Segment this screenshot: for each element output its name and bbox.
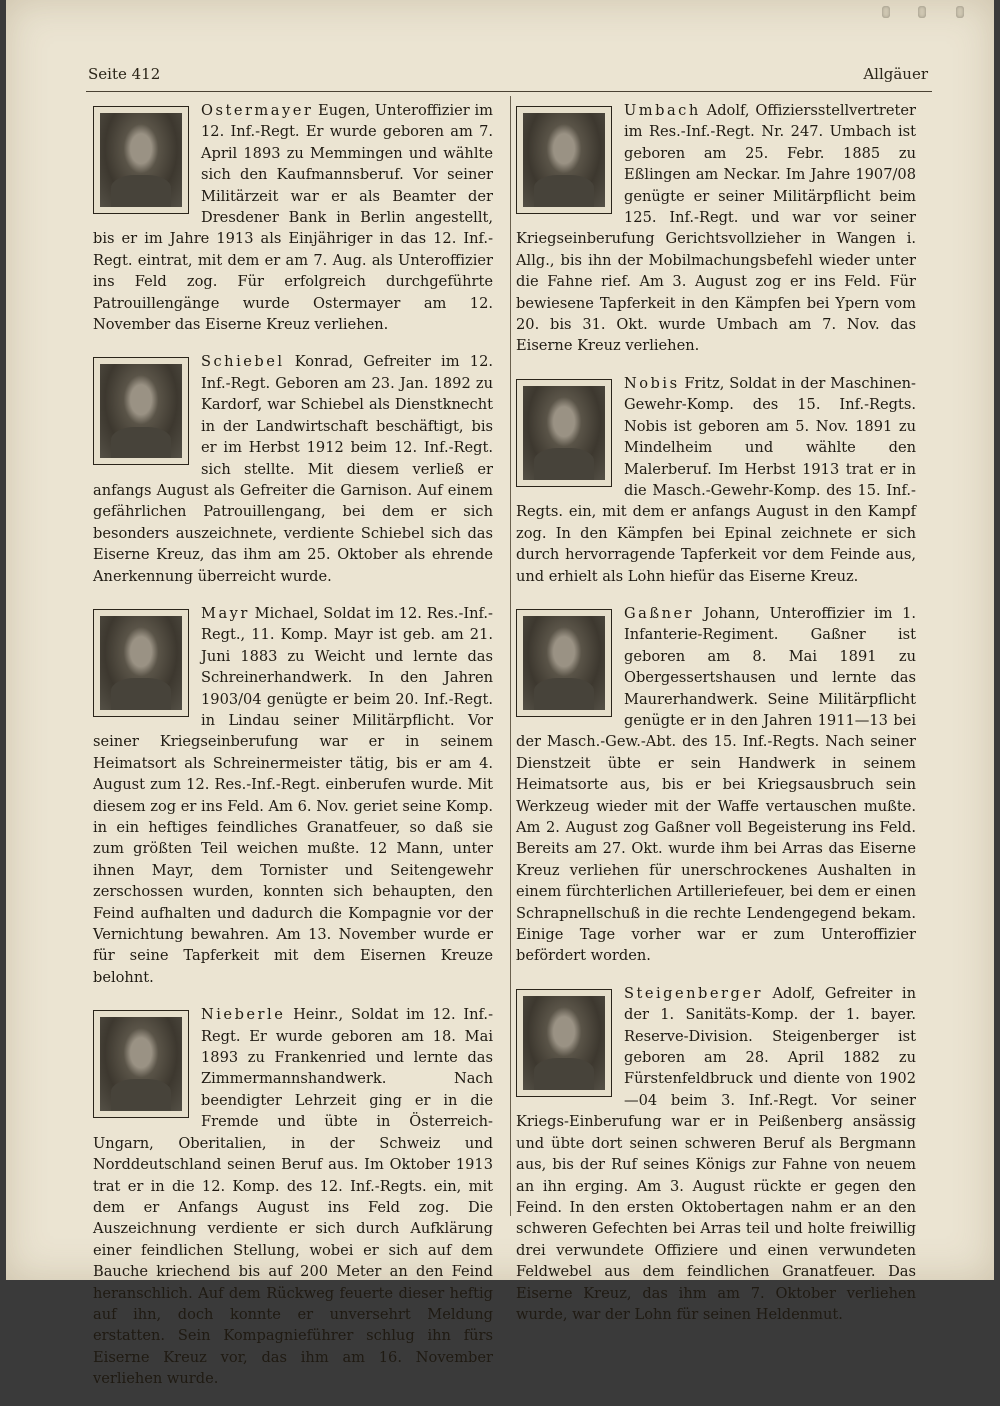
portrait-photo [93, 357, 189, 465]
entry-body: Konrad, Gefreiter im 12. Inf.-Regt. Geboren am 23. Jan. 1892 zu Kardorf, war Schiebel als Dienstknecht in der Landwirtschaft beschäftigt, bis er im Herbst 1912 beim 12. Inf.-Regt. sich stellte. Mit diesem verließ er anfangs August als Gefreiter die Garnison. Auf einem gefährlichen Patrouillengang, bei dem er sich besonders auszeichnete, verdiente Schiebel sich das Eiserne Kreuz, das ihm am 25. Oktober als ehrende Anerkennung überreicht wurde. [93, 353, 493, 585]
header-rule [86, 91, 932, 92]
entry-body: Heinr., Soldat im 12. Inf.-Regt. Er wurde geboren am 18. Mai 1893 zu Frankenried und lernte das Zimmermannshandwerk. Nach beendigter Lehrzeit ging er in die Fremde und übte in Österreich-Ungarn, Oberitalien, in der Schweiz und Norddeutschland seinen Beruf aus. Im Oktober 1913 trat er in die 12. Komp. des 12. Inf.-Regts. ein, mit dem er Anfangs August ins Feld zog. Die Auszeichnung verdiente er sich durch Aufklärung einer feindlichen Stellung, wobei er sich auf dem Bauche kriechend bis auf 200 Meter an den Feind heranschlich. Auf dem Rückweg feuerte dieser heftig auf ihn, doch konnte er unversehrt Meldung erstatten. Sein Kompagnieführer schlug ihn fürs Eiserne Kreuz vor, das ihm am 16. November verliehen wurde. [93, 1006, 493, 1388]
soldier-name: Umbach [624, 102, 701, 119]
column-divider [510, 96, 511, 1216]
entry-body: Michael, Soldat im 12. Res.-Inf.-Regt., 11. Komp. Mayr ist geb. am 21. Juni 1883 zu Weicht und lernte das Schreinerhandwerk. In den Jahren 1903/04 genügte er beim 20. Inf.-Regt. in Lindau seiner Militärpflicht. Vor seiner Kriegseinberufung war er in seinem Heimatsort als Schreinermeister tätig, bis er am 4. August zum 12. Res.-Inf.-Regt. einberufen wurde. Mit diesem zog er ins Feld. Am 6. Nov. geriet seine Komp. in ein heftiges feindliches Granatfeuer, so daß sie zum größten Teil weichen mußte. 12 Mann, unter ihnen Mayr, dem Tornister und Seitengewehr zerschossen wurden, konnten sich behaupten, den Feind aufhalten und dadurch die Kompagnie vor der Vernichtung bewahren. Am 13. November wurde er für seine Tapferkeit mit dem Eisernen Kreuze belohnt. [93, 604, 493, 986]
entry-body: Adolf, Gefreiter in der 1. Sanitäts-Komp. der 1. bayer. Reserve-Division. Steigenberger ist geboren am 28. April 1882 zu Fürstenfeldbruck und diente von 1902—04 beim 3. Inf.-Regt. Vor seiner Kriegs-Einberufung war er in Peißenberg ansässig und übte dort seinen schweren Beruf als Bergmann aus, bis der Ruf seines Königs zur Fahne von neuem an ihn erging. Am 3. August rückte er gegen den Feind. In den ersten Oktobertagen nahm er an den schweren Gefechten bei Arras teil und holte freiwillig drei verwundete Offiziere und einen verwundeten Feldwebel aus dem feindlichen Granatfeuer. Das Eiserne Kreuz, das ihm am 7. Oktober verliehen wurde, war der Lohn für seinen Heldenmut. [516, 984, 916, 1323]
soldier-name: Gaßner [624, 604, 695, 622]
binding-hole [918, 6, 926, 18]
soldier-name: Mayr [201, 604, 250, 622]
entry-body: Fritz, Soldat in der Maschinen-Gewehr-Komp. des 15. Inf.-Regts. Nobis ist geboren am 5. Nov. 1891 zu Mindelheim und wählte den Malerberuf. Im Herbst 1913 trat er in die Masch.-Gewehr-Komp. des 15. Inf.-Regts. ein, mit dem er anfangs August in den Kampf zog. In den Kämpfen bei Epinal zeichnete er sich durch hervorragende Tapferkeit vor dem Feinde aus, und erhielt als Lohn hiefür das Eiserne Kreuz. [516, 374, 916, 585]
portrait-photo [516, 106, 612, 214]
entry-mayr [93, 603, 493, 988]
entry-body: Adolf, Offiziersstellvertreter im Res.-Inf.-Regt. Nr. 247. Umbach ist geboren am 25. Febr. 1885 zu Eßlingen am Neckar. Im Jahre 1907/08 genügte er seiner Militärpflicht beim 125. Inf.-Regt. und war vor seiner Kriegseinberufung Gerichtsvollzieher in Wangen i. Allg., bis ihn der Mobilmachungsbefehl wieder unter die Fahne rief. Am 3. August zog er ins Feld. Für bewiesene Tapferkeit in den Kämpfen bei Ypern vom 20. bis 31. Okt. wurde Umbach am 7. Nov. das Eiserne Kreuz verliehen. [516, 102, 916, 355]
entry-body: Johann, Unteroffizier im 1. Infanterie-Regiment. Gaßner ist geboren am 8. Mai 1891 zu Obergessertshausen und lernte das Maurerhandwerk. Seine Militärpflicht genügte er in den Jahren 1911—13 bei der Masch.-Gew.-Abt. des 15. Inf.-Regts. Nach seiner Dienstzeit übte er sein Handwerk in seinem Heimatsorte aus, bis er bei Kriegsausbruch sein Werkzeug wieder mit der Waffe vertauschen mußte. Am 2. August zog Gaßner voll Begeisterung ins Feld. Bereits am 27. Okt. wurde ihm bei Arras das Eiserne Kreuz verliehen für unerschrockenes Aushalten in einem fürchterlichen Artilleriefeuer, bei dem er einen Schrapnellschuß in die rechte Lendengegend bekam. Einige Tage vorher war er zum Unteroffizier befördert worden. [516, 604, 916, 965]
entry-nobis [516, 373, 916, 587]
soldier-name: Steigenberger [624, 984, 763, 1002]
entry-body: Eugen, Unteroffizier im 12. Inf.-Regt. Er wurde geboren am 7. April 1893 zu Memmingen und wählte sich den Kaufmannsberuf. Vor seiner Militärzeit war er als Beamter der Dresdener Bank in Berlin angestellt, bis er im Jahre 1913 als Einjähriger in das 12. Inf.-Regt. eintrat, mit dem er am 7. Aug. als Unteroffizier ins Feld zog. Für erfolgreich durchgeführte Patrouillengänge wurde Ostermayer am 12. November das Eiserne Kreuz verliehen. [93, 102, 493, 334]
portrait-photo [93, 609, 189, 717]
portrait-photo [516, 379, 612, 487]
entry-nieberle [93, 1004, 493, 1389]
entry-gassner [516, 603, 916, 967]
journal-title: Allgäuer [863, 65, 928, 83]
portrait-photo [93, 1010, 189, 1118]
soldier-name: Nobis [624, 374, 680, 392]
soldier-name: Schiebel [201, 353, 285, 371]
soldier-name: Ostermayer [201, 102, 314, 119]
left-column [93, 100, 493, 1406]
entry-umbach [516, 100, 916, 357]
entry-ostermayer [93, 100, 493, 335]
page-number: Seite 412 [88, 65, 161, 83]
right-column [516, 100, 916, 1341]
portrait-photo [516, 609, 612, 717]
portrait-photo [516, 989, 612, 1097]
binding-hole [956, 6, 964, 18]
soldier-name: Nieberle [201, 1006, 286, 1024]
entry-schiebel [93, 351, 493, 586]
page-header [88, 62, 928, 86]
portrait-photo [93, 106, 189, 214]
binding-hole [882, 6, 890, 18]
entry-steigenberger [516, 983, 916, 1326]
